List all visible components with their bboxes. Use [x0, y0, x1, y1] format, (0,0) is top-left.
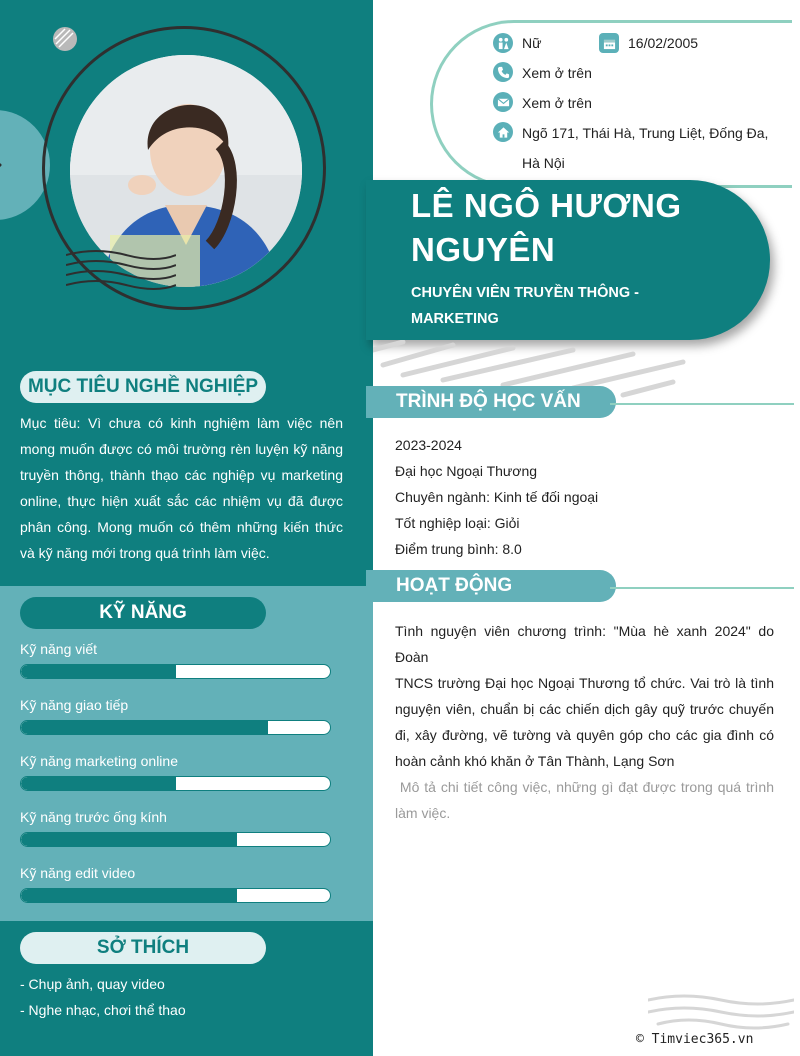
gender-text: Nữ	[522, 35, 542, 51]
job-title	[411, 280, 711, 332]
objective-title-text: MỤC TIÊU NGHỀ NGHIỆP	[27, 376, 259, 397]
skill-label: Kỹ năng viết	[20, 641, 98, 657]
education-details	[395, 432, 785, 562]
birthday-text: 16/02/2005	[628, 35, 699, 51]
skill-label: Kỹ năng marketing online	[20, 753, 178, 769]
home-icon	[493, 122, 513, 142]
skills-title	[20, 597, 266, 629]
skill-bar-fill	[21, 777, 176, 790]
objective-line: và kỹ năng mới trong quá trình làm việc.	[20, 545, 270, 561]
objective-line: truyền thông, thành thạo các nghiệp vụ marketing	[20, 467, 343, 483]
hobbies-title-text: SỞ THÍCH	[96, 937, 190, 958]
skill-label: Kỹ năng trước ống kính	[20, 809, 167, 825]
address-text-line1: Ngõ 171, Thái Hà, Trung Liệt, Đống Đa,	[522, 125, 769, 141]
education-title	[366, 386, 616, 418]
education-title-line	[610, 403, 794, 405]
hobby-item: - Chụp ảnh, quay video	[20, 976, 165, 992]
copyright: © Timviec365.vn	[636, 1032, 754, 1047]
objective-line: mong muốn được có môi trường rèn luyện kỹ năng	[20, 441, 343, 457]
skill-bar	[20, 664, 331, 679]
activities-details	[395, 618, 774, 826]
email-text: Xem ở trên	[522, 95, 592, 111]
activities-line: đi, xây đường, vẽ tường và quyên góp cho các gia đình có	[395, 727, 774, 743]
hobbies-title	[20, 932, 266, 964]
job-title-line1: CHUYÊN VIÊN TRUYỀN THÔNG -	[411, 285, 639, 301]
skill-bar-fill	[21, 833, 237, 846]
calendar-icon	[599, 33, 619, 53]
full-name-line1: LÊ NGÔ HƯƠNG	[411, 187, 682, 224]
activities-line: hoàn cảnh khó khăn ở Tân Thành, Lạng Sơn	[395, 753, 675, 769]
education-title-text: TRÌNH ĐỘ HỌC VẤN	[396, 391, 581, 412]
skill-bar-fill	[21, 665, 176, 678]
education-grade: Tốt nghiệp loại: Giỏi	[395, 515, 520, 531]
skill-label: Kỹ năng giao tiếp	[20, 697, 129, 713]
address-text-line2: Hà Nội	[522, 155, 565, 171]
activities-placeholder-line: Mô tả chi tiết công việc, những gì đạt được trong quá trình	[395, 779, 774, 795]
skills-title-text: KỸ NĂNG	[99, 602, 187, 623]
skill-bar	[20, 720, 331, 735]
skill-label: Kỹ năng edit video	[20, 865, 136, 881]
decor-small-circle	[52, 26, 78, 52]
full-name	[411, 184, 711, 272]
education-major: Chuyên ngành: Kinh tế đối ngoại	[395, 489, 599, 505]
activities-line: nguyện viên, chuẩn bị các chiến dịch gây quỹ trước chuyến	[395, 701, 774, 717]
phone-icon	[493, 62, 513, 82]
education-school: Đại học Ngoại Thương	[395, 463, 538, 479]
objective-text	[20, 410, 343, 566]
hobby-item: - Nghe nhạc, chơi thể thao	[20, 1002, 186, 1018]
decor-waves-bottom	[648, 990, 794, 1030]
skill-bar-fill	[21, 721, 268, 734]
activities-title-line	[610, 587, 794, 589]
full-name-line2: NGUYÊN	[411, 231, 556, 268]
activities-title-text: HOẠT ĐỘNG	[396, 575, 513, 596]
education-gpa: Điểm trung bình: 8.0	[395, 541, 522, 557]
objective-line: Mục tiêu: Vì chưa có kinh nghiệm làm việc nên	[20, 415, 343, 431]
email-icon	[493, 92, 513, 112]
job-title-line2: MARKETING	[411, 311, 499, 327]
skill-bar-fill	[21, 889, 237, 902]
activities-title	[366, 570, 616, 602]
skill-bar	[20, 832, 331, 847]
activities-line: TNCS trường Đại học Ngoại Thương tổ chức. Vai trò là tình	[395, 675, 774, 691]
skill-bar	[20, 776, 331, 791]
objective-title	[20, 371, 266, 403]
phone-text: Xem ở trên	[522, 65, 592, 81]
gender-icon	[493, 33, 513, 53]
activities-line: Tình nguyện viên chương trình: "Mùa hè xanh 2024" do Đoàn	[395, 623, 774, 665]
activities-placeholder-line: làm việc.	[395, 805, 451, 821]
objective-line: online, thực hiện xuất sắc các nhiệm vụ đã được	[20, 493, 343, 509]
objective-line: phân công. Mong muốn có thêm những kiến thức	[20, 519, 343, 535]
decor-waves-photo	[66, 245, 176, 295]
education-year: 2023-2024	[395, 437, 462, 453]
skill-bar	[20, 888, 331, 903]
